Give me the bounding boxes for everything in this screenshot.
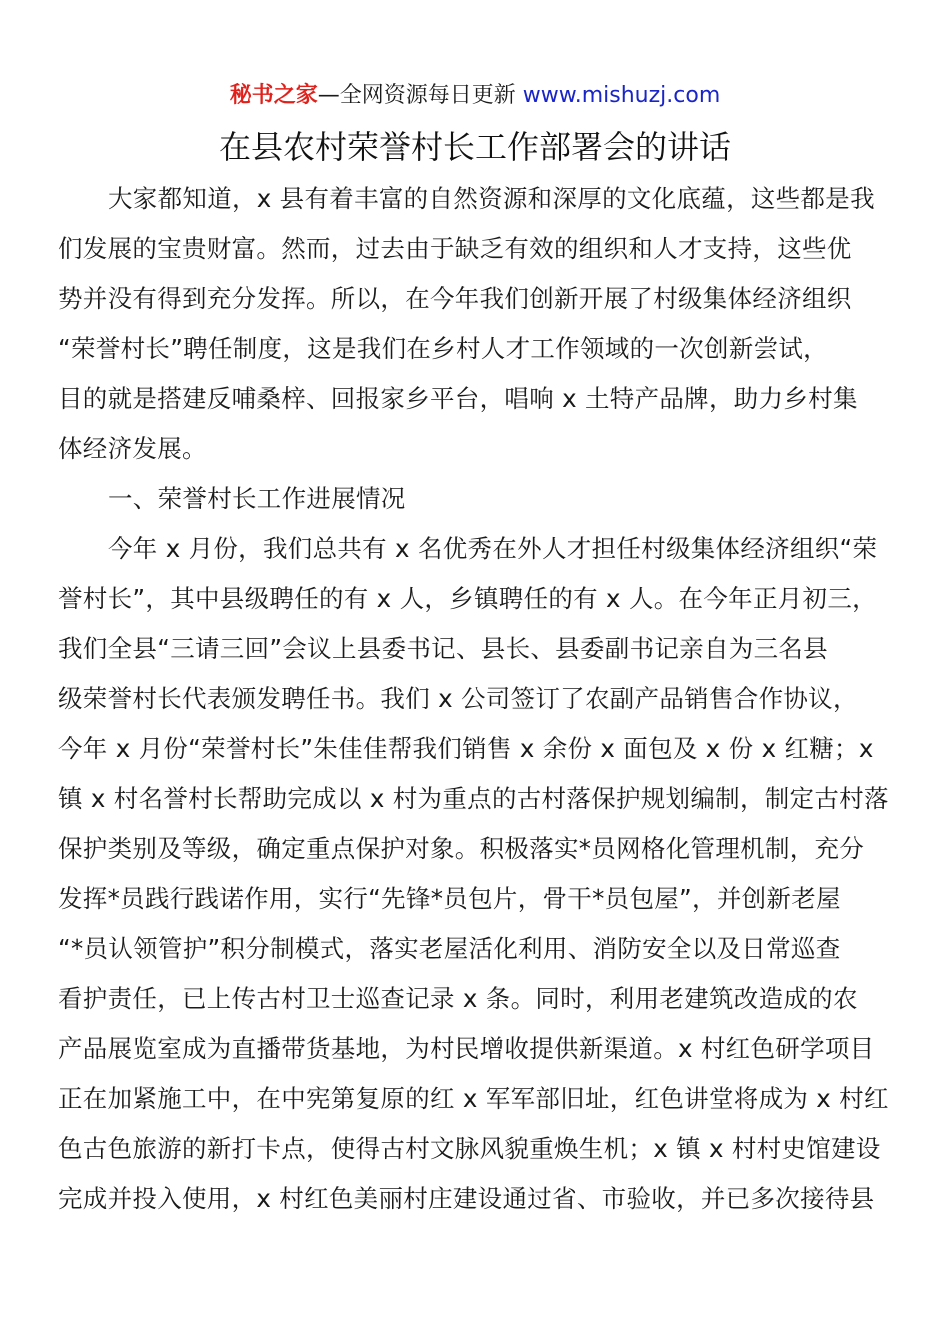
paragraph-line: “荣誉村长”聘任制度，这是我们在乡村人才工作领域的一次创新尝试， [58,334,828,363]
paragraph-line: 发挥*员践行践诺作用，实行“先锋*员包片，骨干*员包屋”，并创新老屋 [58,884,841,913]
paragraph-line: 正在加紧施工中，在中宪第复原的红 x 军军部旧址，红色讲堂将成为 x 村红 [58,1084,889,1113]
paragraph-line: 我们全县“三请三回”会议上县委书记、县长、县委副书记亲自为三名县 [58,634,828,663]
site-url-link[interactable]: www.mishuzj.com [522,83,721,108]
paragraph-line: 今年 x 月份“荣誉村长”朱佳佳帮我们销售 x 余份 x 面包及 x 份 x 红糖；x [58,734,874,763]
site-header [0,80,950,112]
paragraph-line: 誉村长”，其中县级聘任的有 x 人，乡镇聘任的有 x 人。在今年正月初三， [58,584,877,613]
section-heading: 一、荣誉村长工作进展情况 [108,484,406,513]
paragraph-line: 产品展览室成为直播带货基地，为村民增收提供新渠道。x 村红色研学项目 [58,1034,875,1063]
paragraph-line: 色古色旅游的新打卡点，使得古村文脉风貌重焕生机；x 镇 x 村村史馆建设 [58,1134,881,1163]
paragraph-line: 势并没有得到充分发挥。所以，在今年我们创新开展了村级集体经济组织 [58,284,852,313]
paragraph-line: 今年 x 月份，我们总共有 x 名优秀在外人才担任村级集体经济组织“荣 [108,534,878,563]
site-brand: 秘书之家 [229,83,318,108]
paragraph-line: 目的就是搭建反哺桑梓、回报家乡平台，唱响 x 土特产品牌，助力乡村集 [58,384,858,413]
paragraph-line: 们发展的宝贵财富。然而，过去由于缺乏有效的组织和人才支持，这些优 [58,234,852,263]
paragraph-line: 完成并投入使用，x 村红色美丽村庄建设通过省、市验收，并已多次接待县 [58,1184,875,1213]
document-body [58,174,894,1224]
paragraph-line: “*员认领管护”积分制模式，落实老屋活化利用、消防安全以及日常巡查 [58,934,841,963]
paragraph-line: 大家都知道，x 县有着丰富的自然资源和深厚的文化底蕴，这些都是我 [108,184,875,213]
paragraph-line: 镇 x 村名誉村长帮助完成以 x 村为重点的古村落保护规划编制，制定古村落 [58,784,889,813]
paragraph-line: 体经济发展。 [58,434,207,463]
document-title: 在县农村荣誉村长工作部署会的讲话 [218,128,731,166]
paragraph-line: 看护责任，已上传古村卫士巡查记录 x 条。同时，利用老建筑改造成的农 [58,984,858,1013]
site-tagline: —全网资源每日更新 [317,83,516,108]
paragraph-line: 保护类别及等级，确定重点保护对象。积极落实*员网格化管理机制，充分 [58,834,865,863]
paragraph-line: 级荣誉村长代表颁发聘任书。我们 x 公司签订了农副产品销售合作协议， [58,684,858,713]
